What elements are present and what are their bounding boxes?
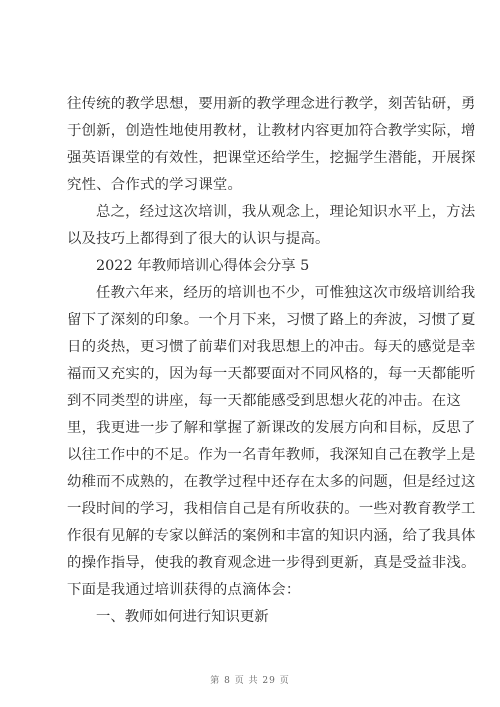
- page-number-footer: 第 8 页 共 29 页: [210, 676, 290, 686]
- text-line: 留下了深刻的印象。一个月下来，习惯了路上的奔波，习惯了夏: [67, 312, 476, 328]
- text-line: 以往工作中的不足。作为一名青年教师，我深知自己在教学上是: [67, 447, 476, 463]
- sub-heading: 一、教师如何进行知识更新: [96, 609, 269, 625]
- text-line: 作很有见解的专家以鲜活的案例和丰富的知识内涵，给了我具体: [67, 528, 476, 544]
- text-line: 一段时间的学习，我相信自己是有所收获的。一些对教育教学工: [67, 501, 476, 517]
- text-line: 于创新，创造性地使用教材，让教材内容更加符合教学实际，增: [67, 123, 476, 139]
- text-line: 往传统的教学思想，要用新的教学理念进行教学，刻苦钻研，勇: [67, 96, 476, 112]
- text-line: 任教六年来，经历的培训也不少，可惟独这次市级培训给我: [96, 285, 476, 301]
- paragraph-3: [67, 280, 476, 604]
- document-body: [67, 91, 476, 631]
- section-title: 2022 年教师培训心得体会分享 5: [96, 258, 310, 274]
- text-line: 到不同类型的讲座，每一天都能感受到思想火花的冲击。在这: [67, 393, 461, 409]
- text-line: 究性、合作式的学习课堂。: [67, 177, 243, 193]
- text-line: 总之，经过这次培训，我从观念上，理论知识水平上，方法: [96, 204, 476, 220]
- text-line: 下面是我通过培训获得的点滴体会：: [67, 582, 301, 598]
- text-line: 强英语课堂的有效性，把课堂还给学生，挖掘学生潜能，开展探: [67, 150, 476, 166]
- paragraph-1: [67, 91, 476, 199]
- paragraph-2: [67, 199, 476, 253]
- text-line: 里，我更进一步了解和掌握了新课改的发展方向和目标，反思了: [67, 420, 476, 436]
- text-line: 的操作指导，使我的教育观念进一步得到更新，真是受益非浅。: [67, 555, 476, 571]
- text-line: 幼稚而不成熟的，在教学过程中还存在太多的问题，但是经过这: [67, 474, 476, 490]
- text-line: 日的炎热，更习惯了前辈们对我思想上的冲击。每天的感觉是幸: [67, 339, 476, 355]
- text-line: 以及技巧上都得到了很大的认识与提高。: [67, 231, 330, 247]
- text-line: 福而又充实的，因为每一天都要面对不同风格的，每一天都能听: [67, 366, 476, 382]
